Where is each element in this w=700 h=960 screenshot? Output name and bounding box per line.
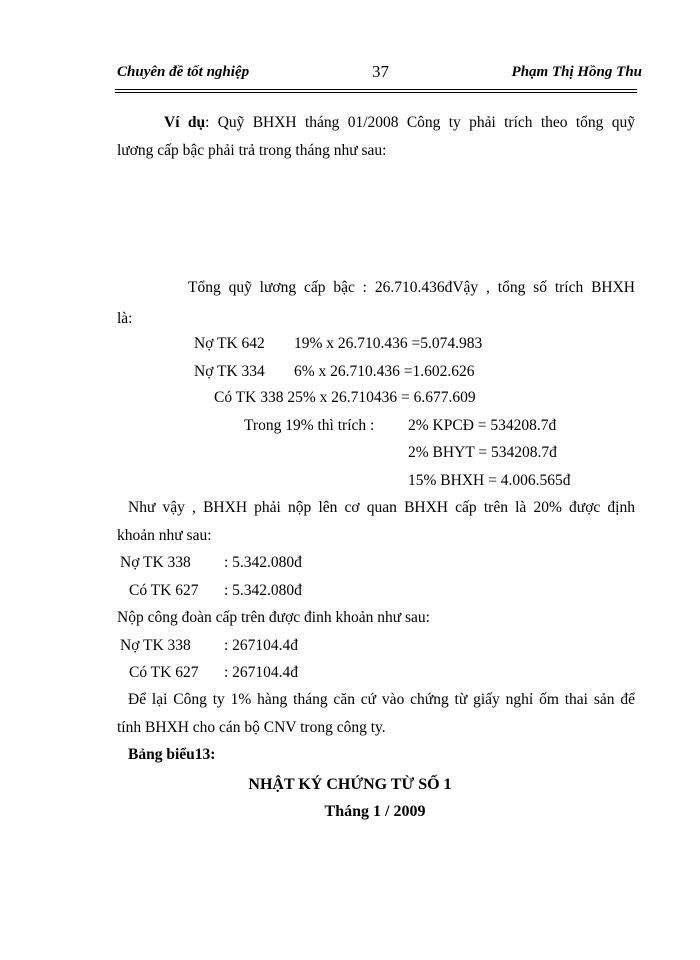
remit-credit-account: Có TK 627 [129,582,199,599]
entry-debit-334-calc: 6% x 26.710.436 =1.602.626 [294,363,475,380]
union-debit-amount: : 267104.4đ [224,637,299,654]
table-label: Bảng biểu13: [128,746,216,763]
journal-title: NHẬT KÝ CHỨNG TỪ SỐ 1 [248,776,452,793]
union-credit-account: Có TK 627 [129,664,199,681]
header-rule-secondary [115,92,637,93]
total-line-2: là: [117,310,133,327]
header-left: Chuyên đề tốt nghiệp [117,64,250,80]
example-line-1-text: : Quỹ BHXH tháng 01/2008 Công ty phải trích theo tổng quỹ [205,114,635,131]
remit-line-2: khoản như sau: [117,527,212,544]
remit-debit-amount: : 5.342.080đ [224,554,302,571]
remit-line-1: Như vậy , BHXH phải nộp lên cơ quan BHXH cấp trên là 20% được định [128,499,635,516]
entry-credit-338: Có TK 338 25% x 26.710436 = 6.677.609 [214,389,476,406]
breakdown-bhxh: 15% BHXH = 4.006.565đ [408,472,571,489]
breakdown-bhyt: 2% BHYT = 534208.7đ [408,444,557,461]
journal-month: Tháng 1 / 2009 [324,803,426,820]
union-line: Nộp công đoàn cấp trên được đinh khoản như sau: [117,609,430,626]
breakdown-kpcd: 2% KPCĐ = 534208.7đ [408,417,557,434]
example-lead: Ví dụ [164,114,206,131]
total-line-1: Tổng quỹ lương cấp bậc : 26.710.436đVậy , tổng số trích BHXH [188,279,635,296]
remit-credit-amount: : 5.342.080đ [224,582,302,599]
union-credit-amount: : 267104.4đ [224,664,299,681]
entry-debit-334-account: Nợ TK 334 [194,363,265,380]
entry-debit-642-calc: 19% x 26.710.436 =5.074.983 [294,335,483,352]
example-line-1 [164,114,635,132]
remit-debit-account: Nợ TK 338 [120,554,191,571]
page-number: 37 [372,62,389,81]
header-right: Phạm Thị Hồng Thu [511,64,642,80]
entry-debit-642-account: Nợ TK 642 [194,335,265,352]
retain-line-2: tính BHXH cho cán bộ CNV trong công ty. [117,719,386,736]
union-debit-account: Nợ TK 338 [120,637,191,654]
example-line-2: lương cấp bậc phải trả trong tháng như sau: [117,142,387,159]
retain-line-1: Để lại Công ty 1% hàng tháng căn cứ vào chứng từ giấy nghỉ ốm thai sản để [128,691,635,708]
header-rule [115,89,637,90]
breakdown-label: Trong 19% thì trích : [244,417,375,434]
